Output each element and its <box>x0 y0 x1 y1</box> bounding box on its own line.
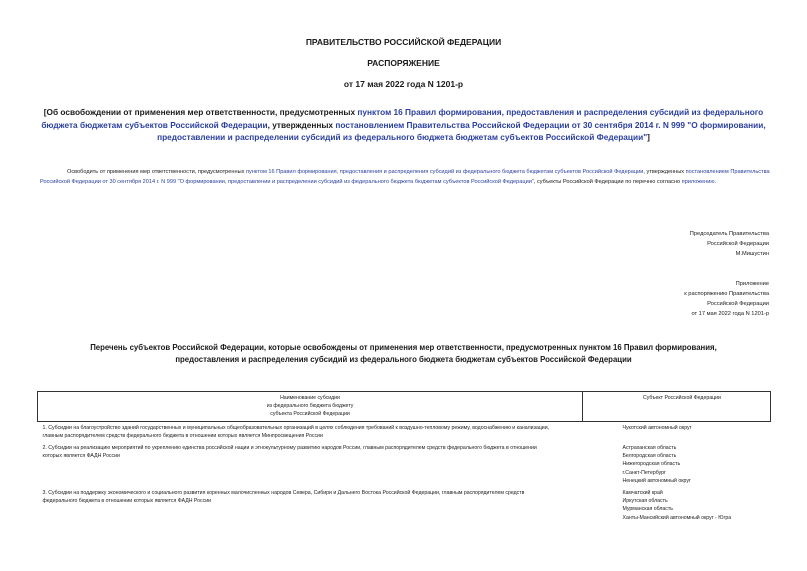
appendix-line-1: Приложение <box>735 281 769 287</box>
region-item: Ненецкий автономный округ <box>622 477 691 484</box>
table-row <box>38 442 771 487</box>
subsidy-cell: 3. Субсидии на поддержку экономического и социального развития коренных малочисленных народов Севера, Сибири и Дальнего Востока Российской Федерации, главным распорядителем средств федерального бюджета в отношении которых является ФАДН России <box>42 490 525 505</box>
body-link-resolution[interactable]: постановлением Правительства Российской Федерации от 30 сентября 2014 г. N 999 "О формировании, предоставлении и распределении субсидий из федерального бюджета бюджетам субъектов Российской Федерации" <box>40 169 770 185</box>
title-text-3: ] <box>647 132 650 142</box>
subsidy-table <box>37 391 771 524</box>
title-link-rules[interactable]: пунктом 16 Правил формирования, предоставления и распределения субсидий из федерального бюджета бюджетам субъектов Российской Федерации <box>41 107 764 130</box>
document-title <box>40 106 767 144</box>
region-item: Нижегородская область <box>622 461 681 468</box>
title-link-resolution[interactable]: постановлением Правительства Российской Федерации от 30 сентября 2014 г. N 999 "О формировании, предоставлении и распределении субсидий из федерального бюджета бюджетам субъектов Российской Федерации" <box>157 119 766 142</box>
region-item: Камчатский край <box>622 490 663 497</box>
header-region: Субъект Российской Федерации <box>583 392 771 422</box>
list-title-line-1: Перечень субъектов Российской Федерации, которые освобождены от применения мер ответственности, предусмотренных пунктом 16 Правил формирования, <box>90 343 717 352</box>
appendix-block <box>569 279 769 319</box>
table-row <box>38 421 771 442</box>
region-cell <box>583 421 771 442</box>
body-text-1: Освободить от применения мер ответственности, предусмотренных <box>67 169 246 175</box>
document-date: от 17 мая 2022 года N 1201-р <box>343 79 464 89</box>
subsidy-cell: 2. Субсидии на реализацию мероприятий по укреплению единства российской нации и этнокультурному развитию народов России, главным распорядителем средств федерального бюджета в отношении которых является ФАДН России <box>42 445 537 460</box>
region-item: Астраханская область <box>622 445 677 452</box>
document-type: РАСПОРЯЖЕНИЕ <box>367 58 440 68</box>
body-text-3: , субъекты Российской Федерации по перечню согласно <box>533 179 682 185</box>
appendix-line-2: к распоряжению Правительства <box>684 291 769 297</box>
region-item: Белгородская область <box>622 453 677 460</box>
title-text-2: , утвержденных <box>267 119 336 130</box>
region-item: Иркутская область <box>622 498 668 505</box>
body-link-rules[interactable]: пунктом 16 Правил формирования, предоставления и распределения субсидий из федерального бюджета бюджетам субъектов Российской Федерации <box>245 169 644 175</box>
table-row <box>38 487 771 524</box>
signature-line-1: Председатель Правительства <box>689 231 769 237</box>
header-subsidy-line-1: Наименование субсидии <box>280 395 340 401</box>
signature-line-2: Российской Федерации <box>707 241 769 247</box>
header-subsidy-line-3: субъекта Российской Федерации <box>270 411 350 418</box>
region-cell <box>583 487 771 524</box>
header-subsidy <box>38 392 583 422</box>
region-item: Чукотский автономный округ <box>622 424 692 431</box>
signature-name: М.Мишустин <box>735 251 769 257</box>
body-text-2: , утвержденных <box>643 169 686 175</box>
region-item: Мурманская область <box>622 506 673 513</box>
appendix-line-3: Российской Федерации <box>707 301 769 307</box>
table-header-row <box>38 392 771 422</box>
body-link-appendix[interactable]: приложению <box>681 179 715 185</box>
header-subsidy-line-2: из федерального бюджета бюджету <box>266 403 354 410</box>
subsidy-cell: 1. Субсидии на благоустройство зданий государственных и муниципальных общеобразовательных организаций в целях соблюдения требований к воздушно-тепловому режиму, водоснабжению и канализации, главным распорядителем средств федерального бюджета в отношении которых является Минпросвещения России <box>42 424 550 439</box>
government-name: ПРАВИТЕЛЬСТВО РОССИЙСКОЙ ФЕДЕРАЦИИ <box>305 37 502 47</box>
body-text-4: . <box>714 179 717 185</box>
region-cell <box>583 442 771 487</box>
appendix-line-4: от 17 мая 2022 года N 1201-р <box>691 311 769 317</box>
title-text-1: [Об освобождении от применения мер ответственности, предусмотренных <box>43 107 358 117</box>
signature-block <box>569 229 769 259</box>
region-item: г.Санкт-Петербург <box>622 469 666 476</box>
region-item: Ханты-Мансийский автономный округ - Югра <box>622 514 732 521</box>
order-paragraph <box>40 167 770 187</box>
list-title <box>40 342 767 365</box>
list-title-line-2: предоставления и распределения субсидий из федерального бюджета бюджетам субъектов Российской Федерации <box>175 354 632 364</box>
